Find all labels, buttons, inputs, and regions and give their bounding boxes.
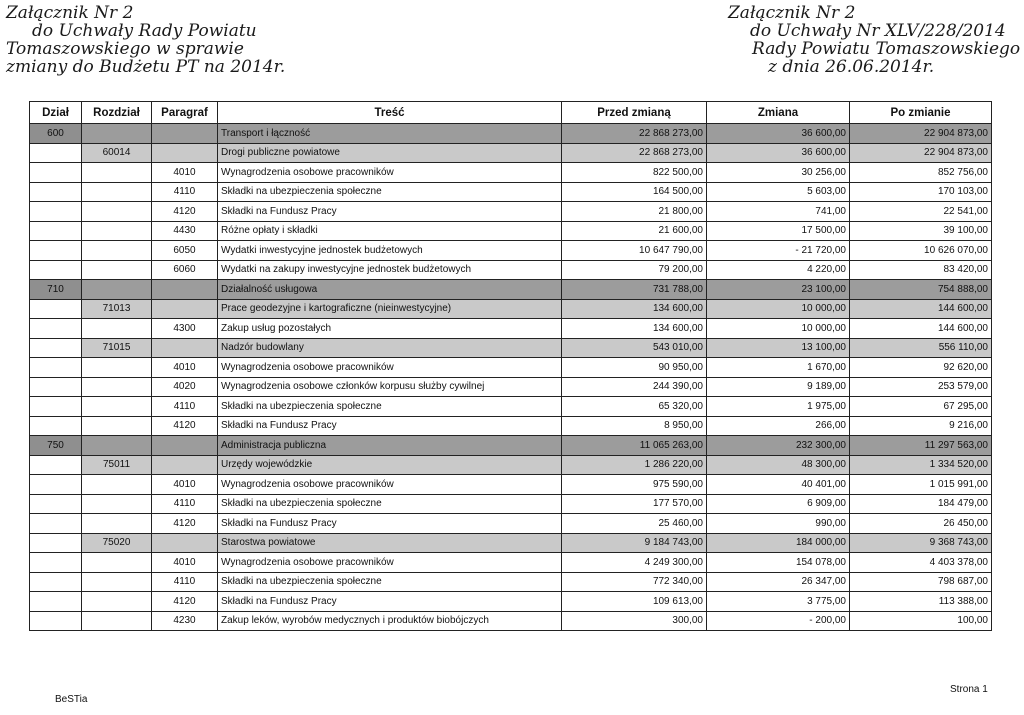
footer-software-name: BeSTia — [55, 694, 88, 705]
budget-changes-table — [29, 101, 992, 631]
cell-zmiana: 40 401,00 — [707, 475, 850, 495]
cell-tresc: Składki na ubezpieczenia społeczne — [218, 397, 562, 417]
cell-paragraf: 4010 — [152, 475, 218, 495]
cell-przed-zmiana: 11 065 263,00 — [562, 436, 707, 456]
cell-tresc: Starostwa powiatowe — [218, 533, 562, 553]
header-paragraf: Paragraf — [152, 102, 218, 124]
cell-zmiana: 17 500,00 — [707, 221, 850, 241]
cell-po-zmianie: 144 600,00 — [850, 299, 992, 319]
cell-tresc: Składki na Fundusz Pracy — [218, 202, 562, 222]
cell-po-zmianie: 852 756,00 — [850, 163, 992, 183]
cell-zmiana: 13 100,00 — [707, 338, 850, 358]
header-przed-zmiana: Przed zmianą — [562, 102, 707, 124]
cell-rozdzial: 60014 — [82, 143, 152, 163]
cell-przed-zmiana: 164 500,00 — [562, 182, 707, 202]
table-row — [30, 416, 992, 436]
cell-dzial — [30, 572, 82, 592]
cell-rozdzial — [82, 241, 152, 261]
cell-przed-zmiana: 822 500,00 — [562, 163, 707, 183]
cell-rozdzial — [82, 221, 152, 241]
cell-tresc: Składki na Fundusz Pracy — [218, 592, 562, 612]
cell-po-zmianie: 556 110,00 — [850, 338, 992, 358]
cell-przed-zmiana: 134 600,00 — [562, 319, 707, 339]
cell-tresc: Drogi publiczne powiatowe — [218, 143, 562, 163]
cell-tresc: Składki na Fundusz Pracy — [218, 416, 562, 436]
cell-zmiana: 36 600,00 — [707, 143, 850, 163]
cell-paragraf — [152, 124, 218, 144]
cell-przed-zmiana: 22 868 273,00 — [562, 143, 707, 163]
cell-dzial: 600 — [30, 124, 82, 144]
cell-paragraf: 4230 — [152, 611, 218, 631]
cell-zmiana: 30 256,00 — [707, 163, 850, 183]
cell-paragraf — [152, 143, 218, 163]
cell-zmiana: 48 300,00 — [707, 455, 850, 475]
cell-po-zmianie: 113 388,00 — [850, 592, 992, 612]
table-row — [30, 260, 992, 280]
cell-paragraf: 4110 — [152, 494, 218, 514]
cell-rozdzial — [82, 572, 152, 592]
cell-rozdzial — [82, 280, 152, 300]
cell-tresc: Składki na Fundusz Pracy — [218, 514, 562, 534]
cell-paragraf — [152, 280, 218, 300]
cell-rozdzial — [82, 260, 152, 280]
cell-przed-zmiana: 300,00 — [562, 611, 707, 631]
cell-paragraf: 4120 — [152, 514, 218, 534]
cell-rozdzial — [82, 475, 152, 495]
cell-dzial — [30, 397, 82, 417]
cell-paragraf: 4110 — [152, 572, 218, 592]
cell-po-zmianie: 22 541,00 — [850, 202, 992, 222]
table-row — [30, 280, 992, 300]
header-zmiana: Zmiana — [707, 102, 850, 124]
cell-dzial: 710 — [30, 280, 82, 300]
table-row — [30, 475, 992, 495]
cell-paragraf — [152, 436, 218, 456]
table-row — [30, 611, 992, 631]
cell-zmiana: 10 000,00 — [707, 319, 850, 339]
table-row — [30, 163, 992, 183]
cell-rozdzial — [82, 611, 152, 631]
cell-tresc: Prace geodezyjne i kartograficzne (nieinwestycyjne) — [218, 299, 562, 319]
cell-dzial — [30, 611, 82, 631]
cell-po-zmianie: 26 450,00 — [850, 514, 992, 534]
page-number: Strona 1 — [950, 684, 988, 695]
cell-przed-zmiana: 25 460,00 — [562, 514, 707, 534]
handwritten-annotation-left — [6, 4, 285, 76]
cell-dzial — [30, 299, 82, 319]
cell-paragraf: 6050 — [152, 241, 218, 261]
cell-po-zmianie: 11 297 563,00 — [850, 436, 992, 456]
hw-left-line: zmiany do Budżetu PT na 2014r. — [6, 57, 286, 77]
cell-rozdzial — [82, 124, 152, 144]
cell-zmiana: - 200,00 — [707, 611, 850, 631]
handwritten-annotation-right — [728, 4, 1020, 76]
cell-rozdzial — [82, 319, 152, 339]
cell-dzial — [30, 163, 82, 183]
cell-dzial — [30, 221, 82, 241]
table-row — [30, 358, 992, 378]
cell-paragraf: 4300 — [152, 319, 218, 339]
cell-przed-zmiana: 134 600,00 — [562, 299, 707, 319]
cell-po-zmianie: 9 368 743,00 — [850, 533, 992, 553]
cell-rozdzial — [82, 553, 152, 573]
cell-przed-zmiana: 10 647 790,00 — [562, 241, 707, 261]
cell-przed-zmiana: 4 249 300,00 — [562, 553, 707, 573]
cell-tresc: Wynagrodzenia osobowe członków korpusu służby cywilnej — [218, 377, 562, 397]
cell-tresc: Wydatki inwestycyjne jednostek budżetowych — [218, 241, 562, 261]
table-row — [30, 182, 992, 202]
cell-zmiana: - 21 720,00 — [707, 241, 850, 261]
cell-przed-zmiana: 244 390,00 — [562, 377, 707, 397]
cell-rozdzial — [82, 514, 152, 534]
cell-przed-zmiana: 177 570,00 — [562, 494, 707, 514]
table-row — [30, 338, 992, 358]
cell-tresc: Transport i łączność — [218, 124, 562, 144]
cell-paragraf: 4020 — [152, 377, 218, 397]
cell-paragraf: 4010 — [152, 553, 218, 573]
cell-paragraf — [152, 455, 218, 475]
table-row — [30, 221, 992, 241]
cell-zmiana: 1 975,00 — [707, 397, 850, 417]
cell-rozdzial — [82, 358, 152, 378]
cell-tresc: Wydatki na zakupy inwestycyjne jednostek budżetowych — [218, 260, 562, 280]
cell-po-zmianie: 100,00 — [850, 611, 992, 631]
cell-rozdzial: 75020 — [82, 533, 152, 553]
table-header-row — [30, 102, 992, 124]
cell-tresc: Składki na ubezpieczenia społeczne — [218, 494, 562, 514]
cell-zmiana: 232 300,00 — [707, 436, 850, 456]
header-tresc: Treść — [218, 102, 562, 124]
cell-paragraf: 4120 — [152, 416, 218, 436]
hw-right-line: Załącznik Nr 2 — [728, 3, 856, 23]
cell-przed-zmiana: 1 286 220,00 — [562, 455, 707, 475]
cell-po-zmianie: 22 904 873,00 — [850, 143, 992, 163]
cell-dzial — [30, 241, 82, 261]
cell-rozdzial — [82, 494, 152, 514]
header-rozdzial: Rozdział — [82, 102, 152, 124]
cell-przed-zmiana: 772 340,00 — [562, 572, 707, 592]
cell-dzial — [30, 143, 82, 163]
cell-tresc: Administracja publiczna — [218, 436, 562, 456]
cell-po-zmianie: 67 295,00 — [850, 397, 992, 417]
header-dzial: Dział — [30, 102, 82, 124]
cell-po-zmianie: 754 888,00 — [850, 280, 992, 300]
table-row — [30, 124, 992, 144]
hw-right-line: Rady Powiatu Tomaszowskiego — [752, 39, 1021, 59]
cell-po-zmianie: 39 100,00 — [850, 221, 992, 241]
cell-dzial — [30, 377, 82, 397]
table-body — [30, 124, 992, 631]
table-row — [30, 592, 992, 612]
cell-zmiana: 266,00 — [707, 416, 850, 436]
cell-rozdzial — [82, 397, 152, 417]
table-row — [30, 533, 992, 553]
cell-po-zmianie: 92 620,00 — [850, 358, 992, 378]
cell-przed-zmiana: 543 010,00 — [562, 338, 707, 358]
cell-paragraf: 4110 — [152, 182, 218, 202]
hw-left-line: Tomaszowskiego w sprawie — [6, 39, 244, 59]
cell-dzial — [30, 514, 82, 534]
cell-po-zmianie: 4 403 378,00 — [850, 553, 992, 573]
hw-right-line: z dnia 26.06.2014r. — [768, 57, 935, 77]
table-row — [30, 455, 992, 475]
cell-paragraf: 6060 — [152, 260, 218, 280]
cell-tresc: Wynagrodzenia osobowe pracowników — [218, 553, 562, 573]
cell-dzial — [30, 358, 82, 378]
cell-po-zmianie: 184 479,00 — [850, 494, 992, 514]
cell-dzial — [30, 475, 82, 495]
cell-dzial — [30, 202, 82, 222]
cell-tresc: Wynagrodzenia osobowe pracowników — [218, 163, 562, 183]
table-row — [30, 494, 992, 514]
cell-tresc: Zakup usług pozostałych — [218, 319, 562, 339]
cell-rozdzial — [82, 416, 152, 436]
cell-przed-zmiana: 21 800,00 — [562, 202, 707, 222]
cell-tresc: Działalność usługowa — [218, 280, 562, 300]
cell-po-zmianie: 10 626 070,00 — [850, 241, 992, 261]
cell-tresc: Zakup leków, wyrobów medycznych i produktów biobójczych — [218, 611, 562, 631]
cell-tresc: Składki na ubezpieczenia społeczne — [218, 182, 562, 202]
cell-tresc: Nadzór budowlany — [218, 338, 562, 358]
cell-przed-zmiana: 731 788,00 — [562, 280, 707, 300]
cell-tresc: Składki na ubezpieczenia społeczne — [218, 572, 562, 592]
cell-dzial — [30, 416, 82, 436]
cell-po-zmianie: 83 420,00 — [850, 260, 992, 280]
cell-dzial — [30, 533, 82, 553]
cell-zmiana: 9 189,00 — [707, 377, 850, 397]
cell-zmiana: 10 000,00 — [707, 299, 850, 319]
cell-dzial — [30, 319, 82, 339]
table-row — [30, 319, 992, 339]
table-row — [30, 397, 992, 417]
cell-paragraf — [152, 533, 218, 553]
cell-zmiana: 5 603,00 — [707, 182, 850, 202]
cell-dzial — [30, 494, 82, 514]
cell-zmiana: 6 909,00 — [707, 494, 850, 514]
cell-rozdzial — [82, 163, 152, 183]
cell-dzial: 750 — [30, 436, 82, 456]
cell-zmiana: 36 600,00 — [707, 124, 850, 144]
cell-dzial — [30, 260, 82, 280]
cell-dzial — [30, 592, 82, 612]
cell-tresc: Wynagrodzenia osobowe pracowników — [218, 475, 562, 495]
cell-rozdzial — [82, 592, 152, 612]
table-row — [30, 299, 992, 319]
cell-paragraf: 4430 — [152, 221, 218, 241]
cell-zmiana: 23 100,00 — [707, 280, 850, 300]
cell-przed-zmiana: 65 320,00 — [562, 397, 707, 417]
table-row — [30, 241, 992, 261]
cell-zmiana: 4 220,00 — [707, 260, 850, 280]
cell-zmiana: 1 670,00 — [707, 358, 850, 378]
cell-paragraf: 4120 — [152, 202, 218, 222]
cell-dzial — [30, 553, 82, 573]
table-row — [30, 553, 992, 573]
cell-po-zmianie: 9 216,00 — [850, 416, 992, 436]
cell-przed-zmiana: 109 613,00 — [562, 592, 707, 612]
table-row — [30, 202, 992, 222]
cell-dzial — [30, 182, 82, 202]
table-row — [30, 514, 992, 534]
cell-paragraf: 4010 — [152, 358, 218, 378]
cell-po-zmianie: 253 579,00 — [850, 377, 992, 397]
cell-paragraf: 4110 — [152, 397, 218, 417]
cell-przed-zmiana: 22 868 273,00 — [562, 124, 707, 144]
cell-po-zmianie: 170 103,00 — [850, 182, 992, 202]
cell-przed-zmiana: 9 184 743,00 — [562, 533, 707, 553]
cell-zmiana: 3 775,00 — [707, 592, 850, 612]
cell-dzial — [30, 455, 82, 475]
cell-przed-zmiana: 975 590,00 — [562, 475, 707, 495]
cell-rozdzial — [82, 436, 152, 456]
cell-paragraf: 4120 — [152, 592, 218, 612]
cell-rozdzial: 71015 — [82, 338, 152, 358]
table-row — [30, 377, 992, 397]
cell-po-zmianie: 144 600,00 — [850, 319, 992, 339]
cell-paragraf — [152, 299, 218, 319]
cell-po-zmianie: 798 687,00 — [850, 572, 992, 592]
cell-po-zmianie: 22 904 873,00 — [850, 124, 992, 144]
cell-rozdzial — [82, 202, 152, 222]
cell-zmiana: 26 347,00 — [707, 572, 850, 592]
cell-rozdzial: 75011 — [82, 455, 152, 475]
cell-tresc: Różne opłaty i składki — [218, 221, 562, 241]
cell-tresc: Urzędy wojewódzkie — [218, 455, 562, 475]
cell-po-zmianie: 1 015 991,00 — [850, 475, 992, 495]
hw-right-line: do Uchwały Nr XLV/228/2014 — [750, 21, 1006, 41]
cell-zmiana: 741,00 — [707, 202, 850, 222]
cell-zmiana: 184 000,00 — [707, 533, 850, 553]
cell-po-zmianie: 1 334 520,00 — [850, 455, 992, 475]
cell-zmiana: 990,00 — [707, 514, 850, 534]
hw-left-line: Załącznik Nr 2 — [6, 3, 134, 23]
table-row — [30, 572, 992, 592]
cell-przed-zmiana: 79 200,00 — [562, 260, 707, 280]
cell-dzial — [30, 338, 82, 358]
table-row — [30, 436, 992, 456]
cell-przed-zmiana: 8 950,00 — [562, 416, 707, 436]
header-po-zmianie: Po zmianie — [850, 102, 992, 124]
cell-przed-zmiana: 21 600,00 — [562, 221, 707, 241]
cell-rozdzial — [82, 377, 152, 397]
cell-tresc: Wynagrodzenia osobowe pracowników — [218, 358, 562, 378]
cell-rozdzial — [82, 182, 152, 202]
cell-zmiana: 154 078,00 — [707, 553, 850, 573]
cell-przed-zmiana: 90 950,00 — [562, 358, 707, 378]
cell-rozdzial: 71013 — [82, 299, 152, 319]
hw-left-line: do Uchwały Rady Powiatu — [32, 21, 257, 41]
cell-paragraf: 4010 — [152, 163, 218, 183]
cell-paragraf — [152, 338, 218, 358]
table-row — [30, 143, 992, 163]
